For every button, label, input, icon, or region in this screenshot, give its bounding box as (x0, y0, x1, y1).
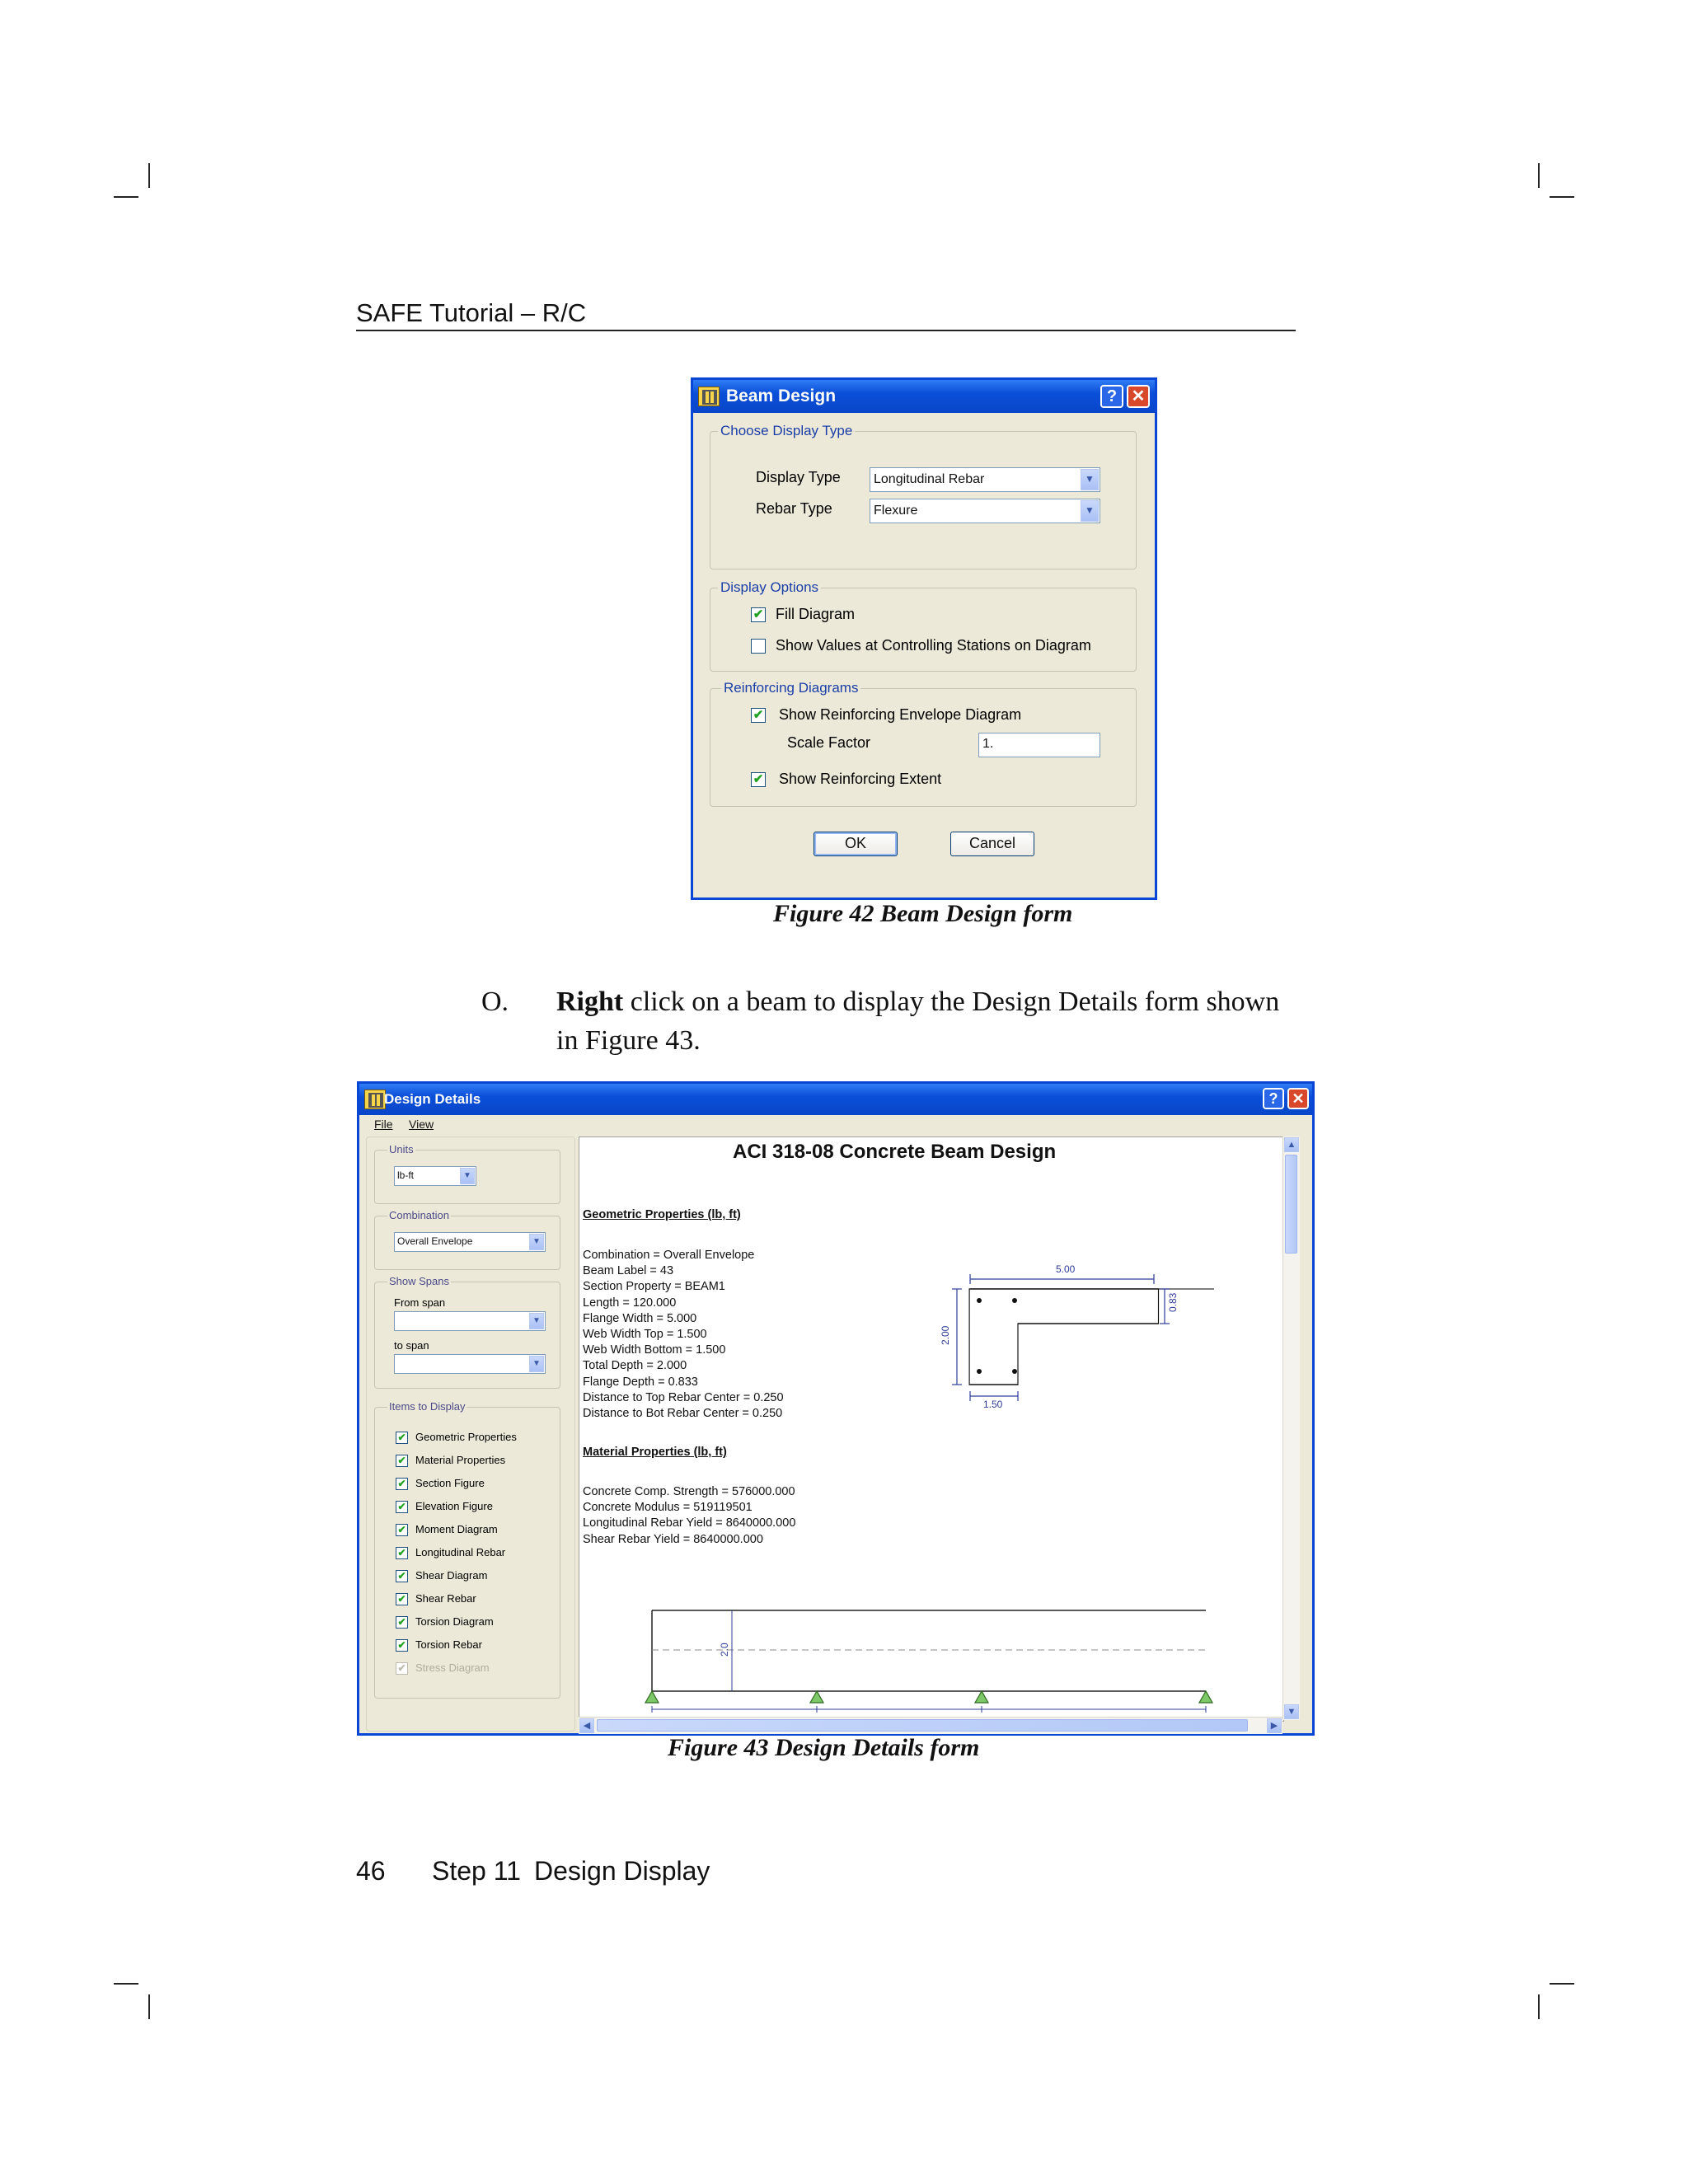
item-checkbox[interactable]: ✔ (396, 1501, 408, 1513)
rebar-type-label: Rebar Type (756, 500, 832, 517)
item-checkbox[interactable]: ✔ (396, 1616, 408, 1629)
display-type-label: Display Type (756, 469, 841, 485)
report-pane (579, 1137, 1284, 1722)
item-checkbox[interactable]: ✔ (396, 1593, 408, 1605)
section-figure (940, 1253, 1179, 1410)
property-line: Beam Label = 43 (583, 1264, 674, 1278)
property-line: Web Width Bottom = 1.500 (583, 1343, 726, 1357)
crop-mark (148, 1994, 150, 2019)
window-title: Beam Design (726, 387, 837, 405)
property-line: Length = 120.000 (583, 1296, 677, 1310)
crop-mark (1538, 1994, 1540, 2019)
to-span-label: to span (394, 1339, 429, 1352)
fill-diagram-label: Fill Diagram (776, 606, 856, 622)
window-title: Design Details (384, 1091, 481, 1107)
dim-total-depth: 2.00 (940, 1325, 951, 1345)
report-title: ACI 318-08 Concrete Beam Design (733, 1141, 1057, 1163)
beam-design-window (691, 377, 1157, 900)
scroll-up-icon[interactable]: ▲ (1284, 1137, 1299, 1152)
scroll-thumb[interactable] (597, 1719, 1248, 1732)
running-header: SAFE Tutorial – R/C (356, 298, 587, 327)
chevron-down-icon: ▼ (529, 1234, 544, 1250)
units-select[interactable]: lb-ft ▼ (394, 1166, 476, 1186)
group-label: Items to Display (389, 1400, 466, 1413)
property-line: Flange Width = 5.000 (583, 1311, 697, 1325)
emphasis: Right (556, 987, 624, 1017)
menu-view[interactable]: View (409, 1118, 434, 1131)
show-extent-label: Show Reinforcing Extent (779, 771, 942, 787)
scale-factor-label: Scale Factor (787, 734, 871, 751)
header-rule (356, 330, 1296, 331)
step-paragraph (556, 982, 1298, 1060)
elevation-figure (645, 1599, 1222, 1714)
item-checkbox[interactable]: ✔ (396, 1547, 408, 1559)
app-icon (698, 387, 720, 406)
show-values-checkbox[interactable] (751, 639, 766, 654)
item-checkbox: ✔ (396, 1662, 408, 1675)
item-checkbox[interactable]: ✔ (396, 1524, 408, 1536)
group-label: Reinforcing Diagrams (721, 680, 860, 696)
item-label: Torsion Rebar (415, 1638, 482, 1651)
section-outline (969, 1289, 1158, 1385)
from-span-select[interactable] (394, 1311, 546, 1331)
property-line: Combination = Overall Envelope (583, 1249, 755, 1262)
from-span-label: From span (394, 1296, 446, 1309)
chevron-down-icon: ▼ (529, 1356, 544, 1372)
chevron-down-icon: ▼ (1081, 469, 1099, 490)
show-values-label: Show Values at Controlling Stations on Diagram (776, 637, 1091, 654)
elevation-depth-label: 2.0 (719, 1643, 730, 1657)
item-checkbox[interactable]: ✔ (396, 1455, 408, 1467)
item-checkbox[interactable]: ✔ (396, 1432, 408, 1444)
item-label: Shear Diagram (415, 1569, 488, 1582)
fill-diagram-checkbox[interactable]: ✔ (751, 607, 766, 622)
close-button[interactable]: ✕ (1127, 385, 1150, 408)
item-label: Elevation Figure (415, 1500, 493, 1512)
ok-button[interactable]: OK (814, 832, 898, 856)
crop-mark (148, 163, 150, 188)
group-label: Display Options (718, 579, 821, 596)
display-options-group (710, 588, 1137, 672)
scroll-left-icon[interactable]: ◀ (579, 1718, 594, 1733)
combination-select[interactable]: Overall Envelope ▼ (394, 1232, 546, 1252)
figure-42-caption: Figure 42 Beam Design form (773, 900, 1073, 927)
dim-web-width: 1.50 (983, 1399, 1003, 1410)
crop-mark (114, 196, 138, 198)
chevron-down-icon: ▼ (460, 1168, 475, 1184)
step-letter: O. (481, 987, 509, 1017)
group-label: Combination (389, 1209, 449, 1221)
item-checkbox[interactable]: ✔ (396, 1570, 408, 1582)
property-line: Distance to Top Rebar Center = 0.250 (583, 1390, 784, 1404)
section-name: Design Display (534, 1856, 710, 1886)
title-bar[interactable] (693, 380, 1155, 413)
app-icon (364, 1090, 386, 1109)
chevron-down-icon: ▼ (1081, 500, 1099, 522)
vertical-scrollbar[interactable] (1282, 1137, 1300, 1720)
item-label: Stress Diagram (415, 1661, 490, 1674)
step-text: click on a beam to display the Design Details form shown (623, 987, 1280, 1017)
crop-mark (1550, 196, 1574, 198)
geometric-properties-list (583, 1248, 784, 1422)
design-details-window (357, 1081, 1315, 1736)
crop-mark (1550, 1983, 1574, 1985)
scale-factor-input[interactable]: 1. (978, 733, 1100, 757)
item-label: Material Properties (415, 1454, 506, 1466)
crop-mark (114, 1983, 138, 1985)
chevron-down-icon: ▼ (529, 1313, 544, 1329)
page-number: 46 (356, 1856, 386, 1886)
material-properties-list (583, 1484, 795, 1548)
scroll-down-icon[interactable]: ▼ (1284, 1704, 1299, 1719)
property-line: Web Width Top = 1.500 (583, 1328, 707, 1342)
property-line: Total Depth = 2.000 (583, 1359, 687, 1373)
item-label: Shear Rebar (415, 1592, 476, 1605)
scroll-thumb[interactable] (1285, 1155, 1297, 1254)
show-envelope-checkbox[interactable]: ✔ (751, 708, 766, 723)
title-bar[interactable] (359, 1084, 1312, 1115)
support-icons (645, 1691, 1212, 1703)
item-checkbox[interactable]: ✔ (396, 1639, 408, 1652)
display-type-select[interactable]: Longitudinal Rebar ▼ (870, 467, 1100, 492)
cancel-button[interactable]: Cancel (950, 832, 1034, 856)
menu-bar (359, 1115, 1312, 1135)
step-text-2: in Figure 43. (556, 1025, 701, 1056)
property-line: Section Property = BEAM1 (583, 1280, 725, 1294)
item-label: Longitudinal Rebar (415, 1546, 506, 1558)
material-heading: Material Properties (lb, ft) (583, 1446, 727, 1459)
horizontal-scrollbar[interactable] (579, 1717, 1282, 1734)
item-label: Geometric Properties (415, 1431, 517, 1443)
group-label: Choose Display Type (718, 423, 855, 439)
item-checkbox[interactable]: ✔ (396, 1478, 408, 1490)
show-extent-checkbox[interactable]: ✔ (751, 772, 766, 787)
group-label: Units (389, 1143, 414, 1155)
figure-43-caption: Figure 43 Design Details form (668, 1734, 980, 1761)
to-span-select[interactable] (394, 1354, 546, 1374)
property-line: Shear Rebar Yield = 8640000.000 (583, 1532, 763, 1546)
help-button[interactable]: ? (1100, 385, 1123, 408)
group-label: Show Spans (389, 1275, 449, 1287)
step-label: Step 11 (432, 1856, 521, 1886)
item-label: Moment Diagram (415, 1523, 498, 1535)
property-line: Concrete Modulus = 519119501 (583, 1501, 753, 1515)
dim-flange-width: 5.00 (1056, 1263, 1076, 1275)
property-line: Longitudinal Rebar Yield = 8640000.000 (583, 1516, 796, 1530)
show-envelope-label: Show Reinforcing Envelope Diagram (779, 706, 1022, 723)
crop-mark (1538, 163, 1540, 188)
property-line: Flange Depth = 0.833 (583, 1375, 698, 1389)
scroll-right-icon[interactable]: ▶ (1267, 1718, 1282, 1733)
help-button[interactable]: ? (1263, 1088, 1284, 1109)
item-label: Section Figure (415, 1477, 485, 1489)
item-label: Torsion Diagram (415, 1615, 494, 1628)
property-line: Concrete Comp. Strength = 576000.000 (583, 1485, 795, 1498)
rebar-type-select[interactable]: Flexure ▼ (870, 499, 1100, 523)
close-button[interactable]: ✕ (1287, 1088, 1309, 1109)
geometric-heading: Geometric Properties (lb, ft) (583, 1208, 741, 1221)
property-line: Distance to Bot Rebar Center = 0.250 (583, 1407, 783, 1421)
menu-file[interactable]: File (374, 1118, 393, 1131)
dim-flange-depth: 0.83 (1167, 1292, 1179, 1312)
